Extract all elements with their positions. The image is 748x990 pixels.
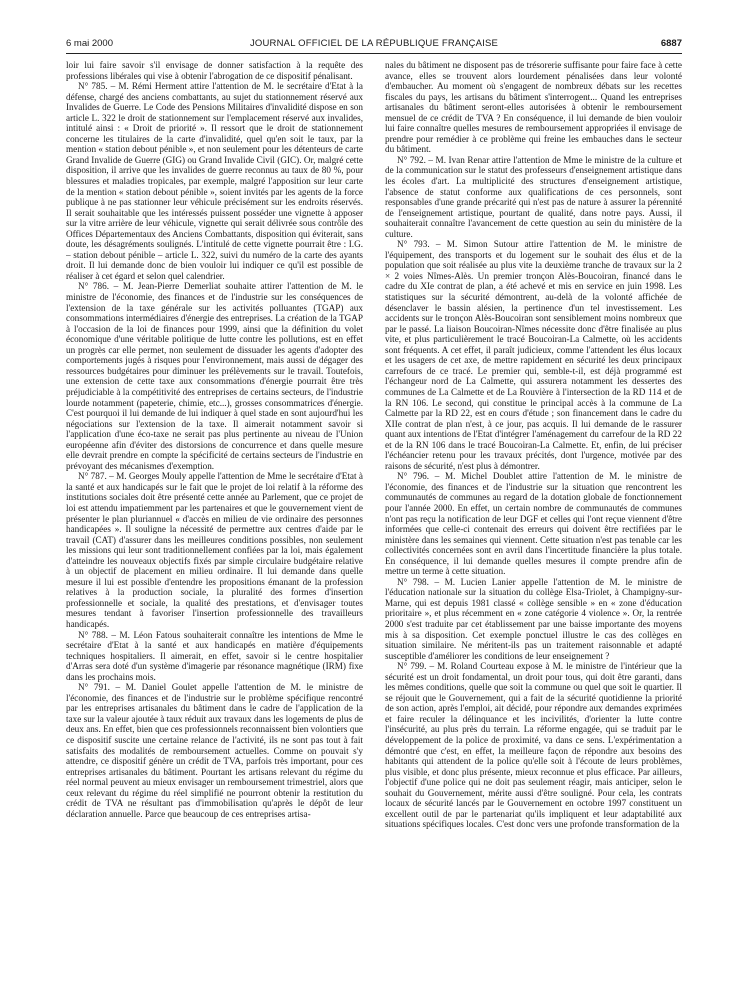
question-791: N° 791. – M. Daniel Goulet appelle l'attention de M. le ministre de l'économie, des finances et de l'industrie sur le problème spécifique rencontré par les entreprises artisanales du bâtiment dans le cadre de l'application de la taxe sur la valeur ajoutée à taux réduit aux travaux dans les logements de plus de deux ans. En effet, bien que ces professionnels reconnaissent bien volontiers que ce dispositif suscite une certaine relance de l'activité, ils ne sont pas tout à fait satisfaits des modalités de remboursement actuelles. Comme on pouvait s'y attendre, ce dispositif génère un crédit de TVA, parfois très important, pour ces entreprises artisanales du bâtiment. Pourtant les artisans relevant du régime du réel normal peuvent au mieux envisager un remboursement trimestriel, alors que ceux relevant du régime du réel simplifié ne pourront obtenir la restitution du crédit de TVA ne résultant pas d'immobilisation qu'après le dépôt de leur déclaration annuelle. Parce que beaucoup de ces entreprises artisa- [66, 682, 363, 819]
question-785: N° 785. – M. Rémi Herment attire l'attention de M. le secrétaire d'Etat à la défense, chargé des anciens combattants, au sujet du stationnement réservé aux Invalides de Guerre. Le Code des Pensions Militaires d'invalidité dispose en son article L. 322 le droit de stationnement sur l'emplacement réservé aux invalides, intitulé ainsi : « Droit de priorité ». Il ressort que le droit de stationnement concerne les titulaires de la carte d'invalidité, quel qu'en soit le taux, par la mention « station debout pénible », et non seulement pour les détenteurs de carte Grand Invalide de Guerre (GIG) ou Grand Invalide Civil (GIC). Or, malgré cette disposition, il arrive que les invalides de guerre reconnus au taux de 80 %, pour blessures et maladies tropicales, par exemple, malgré l'apposition sur leur carte de la mention « station debout pénible », soient invités par les agents de la force publique à ne pas stationner leur véhicule précisément sur les endroits réservés. Il serait souhaitable que les intéressés puissent posséder une vignette à apposer sur la vitre arrière de leur véhicule, vignette qui serait délivrée sous contrôle des Offices Départementaux des Anciens Combattants, disposition qui éviterait, sans doute, les désagréments soulignés. L'intitulé de cette vignette pourrait être : I.G. – station debout pénible – article L. 322, suivi du numéro de la carte des ayants droit. Il lui demande donc de bien vouloir lui indiquer ce qu'il est possible de réaliser à cet égard et selon quel calendrier. [66, 81, 363, 281]
question-799: N° 799. – M. Roland Courteau expose à M. le ministre de l'intérieur que la sécurité est un droit fondamental, un droit pour tous, qui doit être garanti, dans les mêmes conditions, quelle que soit la commune ou quel que soit le quartier. Il se réjouit que le Gouvernement, qui a fait de la sécurité quotidienne la priorité de son action, après l'emploi, ait décidé, pour répondre aux demandes exprimées et faire reculer la délinquance et les incivilités, d'orienter la lutte contre l'insécurité, au plus près du terrain. La réforme engagée, qui se traduit par le développement de la police de proximité, va dans ce sens. L'expérimentation a démontré que c'est, en effet, la meilleure façon de répondre aux besoins des habitants qui attendent de la police qu'elle soit à l'écoute de leurs problèmes, plus visible, et donc plus présente, mieux reconnue et plus efficace. Par ailleurs, l'objectif d'une police qui ne doit pas seulement réagir, mais anticiper, selon le souhait du Gouvernement, mérite aussi d'être souligné. Pour cela, les contrats locaux de sécurité lancés par le Gouvernement en octobre 1997 constituent un excellent outil de par le partenariat qu'ils impliquent et leur adaptabilité aux situations spécifiques locales. C'est donc vers une profonde transformation de la [385, 661, 682, 830]
question-786: N° 786. – M. Jean-Pierre Demerliat souhaite attirer l'attention de M. le ministre de l'économie, des finances et de l'industrie sur les conséquences de l'extension de la taxe générale sur les activités polluantes (TGAP) aux consommations intermédiaires d'énergie des entreprises. La création de la TGAP à l'occasion de la loi de finances pour 1999, ainsi que la définition du volet économique d'une véritable politique de lutte contre les pollutions, est en effet un progrès car elle permet, non seulement de dissuader les agents d'adopter des comportements jugés à risques pour l'environnement, mais aussi de dégager des ressources budgétaires pour diminuer les prélèvements sur le travail. Toutefois, une extension de cette taxe aux consommations d'énergie pourrait être très préjudiciable à la compétitivité des entreprises de certains secteurs, de l'industrie lourde notamment (papeterie, chimie, etc...), grosses consommatrices d'énergie. C'est pourquoi il lui demande de lui indiquer à quel stade en sont aujourd'hui les négociations sur l'extension de la taxe. Il aimerait notamment savoir si l'application d'une éco-taxe ne serait pas plus pertinente au niveau de l'Union européenne afin d'éviter des distorsions de concurrence et dans quelle mesure elle devrait prendre en compte la spécificité de certains secteurs de l'industrie en prévoyant des mécanismes d'exemption. [66, 281, 363, 471]
question-796: N° 796. – M. Michel Doublet attire l'attention de M. le ministre de l'économie, des finances et de l'industrie sur la situation que rencontrent les communautés de communes au regard de la dotation globale de fonctionnement pour l'année 2000. En effet, un certain nombre de communautés de communes n'ont pas reçu la notification de leur DGF et celles qui l'ont reçue viennent d'être informées que celle-ci contenait des erreurs qui doivent être rectifiées par le ministère dans les semaines qui viennent. Cette situation n'est pas tenable car les collectivités concernées sont en avril dans l'incertitude financière la plus totale. En conséquence, il lui demande quelles mesures il compte prendre afin de mettre un terme à cette situation. [385, 471, 682, 577]
question-792: N° 792. – M. Ivan Renar attire l'attention de Mme le ministre de la culture et de la communication sur le statut des professeurs d'enseignement artistique dans les écoles d'art. La multiplicité des structures d'enseignement artistique, l'absence de statut conforme aux qualifications de ces personnels, sont responsables d'une grande précarité qui n'est pas de nature à assurer la pérennité de l'enseignement artistique, pourtant de qualité, dans notre pays. Aussi, il souhaiterait connaître l'avancement de cette question au sein du ministère de la culture. [385, 154, 682, 239]
question-787: N° 787. – M. Georges Mouly appelle l'attention de Mme le secrétaire d'Etat à la santé et aux handicapés sur le fait que le projet de loi relatif à la réforme des institutions sociales doit être présenté cette année au Parlement, que ce projet de loi est attendu impatiemment par les partenaires et que le gouvernement vient de présenter le plan pluriannuel « d'accès en milieu de vie ordinaire des personnes handicapées ». Il souligne la nécessité de permettre aux centres d'aide par le travail (CAT) d'assurer dans les meilleures conditions possibles, non seulement les missions qui leur sont traditionnellement confiées par la loi, mais également d'atteindre les nouveaux objectifs fixés par simple circulaire budgétaire relative à un objectif de placement en milieu ordinaire. Il lui demande dans quelle mesure il lui est possible d'entendre les propositions émanant de la profession relatives à la production sociale, la pluralité des formes d'insertion professionnelle et sociale, la qualité des prestations, et d'envisager toutes mesures tendant à favoriser l'insertion professionnelle des travailleurs handicapés. [66, 471, 363, 629]
question-793: N° 793. – M. Simon Sutour attire l'attention de M. le ministre de l'équipement, des transports et du logement sur le souhait des élus et de la population que soit réalisée au plus vite la deuxième tranche de travaux sur la 2 × 2 voies Nîmes-Alès. Un premier tronçon Alès-Boucoiran, financé dans le cadre du XIe contrat de plan, a été achevé et mis en service en juin 1998. Les statistiques sur la sécurité démontrent, au-delà de la volonté affichée de désenclaver le bassin alésien, la pertinence d'un tel investissement. Les accidents sur le tronçon Alès-Boucoiran sont sensiblement moins nombreux que par le passé. La liaison Boucoiran-Nîmes nécessite donc d'être finalisée au plus vite, et plus particulièrement le tracé Boucoiran-La Calmette, où les accidents sont fréquents. A cet effet, il paraît judicieux, comme l'attendent les élus locaux et les usagers de cet axe, de mettre rapidement en sécurité les deux principaux carrefours de ce tracé. Le premier qui, semble-t-il, est déjà programmé est l'échangeur nord de La Calmette, qui assurera notamment les dessertes des communes de La Calmette et de La Rouvière à l'intersection de la RD 114 et de la RN 106. Le second, qui constitue le principal accès à la commune de La Calmette par la RD 22, est en cours d'étude ; son financement dans le cadre du XIIe contrat de plan n'est, à ce jour, pas acquis. Il lui demande de le rassurer quant aux intentions de l'Etat d'intégrer l'aménagement du carrefour de la RD 22 et de la RN 106 dans le tracé Boucoiran-La Calmette. Et, enfin, de lui préciser l'échéancier retenu pour les travaux précités, dont l'urgence, motivée par des raisons de sécurité, n'est plus à démontrer. [385, 239, 682, 471]
left-column [66, 60, 363, 975]
right-column [385, 60, 682, 975]
page-number: 6887 [660, 38, 682, 49]
issue-date: 6 mai 2000 [66, 38, 114, 49]
paragraph-continuation: nales du bâtiment ne disposent pas de trésorerie suffisante pour faire face à cette avance, elles se trouvent alors lourdement pénalisées dans leur volonté d'embaucher. Au moment où s'engagent de nombreux débats sur les recettes fiscales du pays, les artisans du bâtiment s'interrogent... Quand les entreprises artisanales du bâtiment seront-elles autorisées à obtenir le remboursement mensuel de ce crédit de TVA ? En conséquence, il lui demande de bien vouloir lui faire connaître quelles mesures de remboursement appropriées il envisage de prendre pour remédier à ce problème qui freine les embauches dans le secteur du bâtiment. [385, 60, 682, 155]
journal-title: JOURNAL OFFICIEL DE LA RÉPUBLIQUE FRANÇAISE [249, 38, 499, 49]
page-header [66, 38, 682, 52]
header-rule [66, 53, 682, 54]
paragraph-continuation: loir lui faire savoir s'il envisage de donner satisfaction à la requête des professions libérales qui vise à obtenir l'abrogation de ce dispositif pénalisant. [66, 60, 363, 81]
question-788: N° 788. – M. Léon Fatous souhaiterait connaître les intentions de Mme le secrétaire d'Etat à la santé et aux handicapés en matière d'équipements techniques hospitaliers. Il aimerait, en effet, savoir si le centre hospitalier d'Arras sera doté d'un système d'imagerie par résonance magnétique (IRM) fixe dans les prochains mois. [66, 629, 363, 682]
question-798: N° 798. – M. Lucien Lanier appelle l'attention de M. le ministre de l'éducation nationale sur la situation du collège Elsa-Triolet, à Champigny-sur-Marne, qui est depuis 1981 classé « collège sensible » en « zone d'éducation prioritaire », et plus récemment en « zone catégorie 4 violence ». Or, la rentrée 2000 s'est traduite par cet établissement par une baisse importante des moyens mis à sa disposition. Cet exemple ponctuel illustre le cas des collèges en situation similaire. Ne méritent-ils pas un traitement raisonnable et adapté susceptible d'améliorer les conditions de leur enseignement ? [385, 576, 682, 661]
